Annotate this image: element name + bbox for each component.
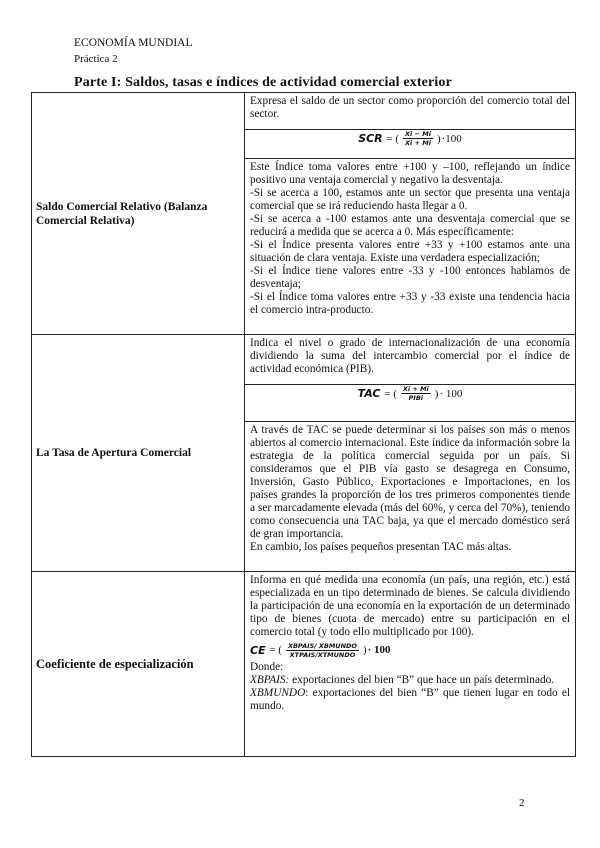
section-name: Coeficiente de especialización	[36, 657, 194, 671]
formula-lhs: CE	[250, 644, 266, 657]
term: XBMUNDO	[250, 687, 306, 699]
explanation-text	[245, 159, 575, 319]
equals-sign: = (	[266, 644, 282, 656]
explanation-paragraph: En cambio, los países pequeños presentan TAC más altas.	[250, 541, 512, 553]
formula-multiplier: · 100	[439, 387, 463, 400]
course-header: ECONOMÍA MUNDIAL	[74, 37, 193, 49]
formula-denominator: PIBi	[408, 394, 424, 402]
definition-text: Expresa el saldo de un sector como proporción del comercio total del sector.	[250, 95, 570, 120]
equals-sign: = (	[381, 387, 397, 400]
section-name-cell	[32, 335, 245, 572]
practice-header: Práctica 2	[74, 53, 118, 65]
definition-item	[250, 674, 570, 687]
formula-fraction	[403, 130, 433, 147]
explanation-paragraph: -Si el Índice toma valores entre +33 y -33 existe una tendencia hacia el comercio intra-producto.	[250, 291, 570, 316]
section-name-cell	[32, 572, 245, 757]
section-name: La Tasa de Apertura Comercial	[36, 447, 192, 459]
definition-text: Indica el nivel o grado de internacionalización de una economía dividiendo la suma del intercambio comercial por el índice de actividad económica (PIB).	[250, 337, 570, 375]
close-paren: )	[434, 387, 439, 400]
section-name: Saldo Comercial Relativo (Balanza Comercial Relativa)	[36, 200, 208, 227]
explanation-paragraph: Este Índice toma valores entre +100 y –100, reflejando un índice positivo una ventaja comercial y negativo la desventaja.	[250, 161, 570, 186]
tac-formula	[245, 385, 575, 402]
formula-lhs: TAC	[357, 387, 381, 400]
part-title: Parte I: Saldos, tasas e índices de actividad comercial exterior	[74, 75, 452, 90]
ce-cell	[245, 572, 576, 757]
formula-cell	[245, 130, 576, 159]
explanation-paragraph: -Si se acerca a -100 estamos ante una desventaja comercial que se reducirá a medida que se acerca a 0. Más específicamente:	[250, 213, 570, 238]
close-paren: )	[362, 644, 367, 656]
section-name-cell	[32, 93, 245, 335]
donde-label: Donde:	[250, 661, 284, 673]
formula-fraction	[286, 642, 359, 659]
scr-formula	[245, 130, 575, 147]
formula-multiplier: ·100	[441, 132, 462, 145]
ce-text	[245, 572, 575, 715]
definition-cell	[245, 93, 576, 130]
ce-formula	[250, 639, 570, 661]
term-description: exportaciones del bien “B” que hace un país determinado.	[289, 674, 555, 686]
equals-sign: = (	[383, 132, 400, 145]
explanation-cell	[245, 159, 576, 335]
indices-table	[31, 92, 576, 757]
page-number: 2	[519, 797, 525, 809]
formula-denominator: Xi + Mi	[405, 139, 431, 147]
explanation-cell	[245, 422, 576, 572]
explanation-paragraph: A través de TAC se puede determinar si los países son más o menos abiertos al comercio internacional. Este índice da información sobre la estrategia de la política comercial seguida por un país. Si consideramos que el PIB vía gasto se desagrega en Consumo, Inversión, Gasto Público, Exportaciones e Importaciones, en los países grandes la proporción de los tres primeros componentes tiende a ser marcadamente elevada (más del 60%, y cerca del 70%), teniendo como consecuencia una TAC baja, ya que el mercado doméstico será de gran importancia.	[250, 424, 570, 540]
ce-description: Informa en qué medida una economía (un país, una región, etc.) está especializada en un tipo determinado de bienes. Se calcula dividiendo la participación de una economía en la exportación de un determinado tipo de bienes (cuota de mercado) entre su participación en el comercio total (y todo ello multiplicado por 100).	[250, 574, 570, 638]
formula-multiplier: · 100	[367, 644, 391, 656]
formula-fraction	[401, 385, 431, 402]
term: XBPAIS:	[250, 674, 290, 686]
formula-denominator: XTPAIS/XTMUNDO	[289, 651, 356, 659]
explanation-paragraph: -Si el Índice presenta valores entre +33 y +100 estamos ante una situación de clara ventaja. Existe una verdadera especialización;	[250, 239, 570, 264]
formula-numerator: Xi + Mi	[402, 385, 429, 393]
formula-cell	[245, 385, 576, 422]
explanation-text	[245, 422, 575, 556]
definition-item	[250, 687, 570, 713]
explanation-paragraph: -Si se acerca a 100, estamos ante un sector que presenta una ventaja comercial que se irá reduciendo hasta llegar a 0.	[250, 187, 570, 212]
formula-numerator: XBPAIS/ XBMUNDO	[287, 642, 357, 650]
formula-lhs: SCR	[358, 132, 383, 145]
term-description: : exportaciones del bien “B” que tienen lugar en todo el mundo.	[250, 687, 570, 712]
formula-numerator: Xi − Mi	[405, 130, 431, 138]
explanation-paragraph: -Si el Índice tiene valores entre -33 y -100 entonces hablamos de desventaja;	[250, 265, 570, 290]
definition-cell	[245, 335, 576, 385]
close-paren: )	[436, 132, 441, 145]
